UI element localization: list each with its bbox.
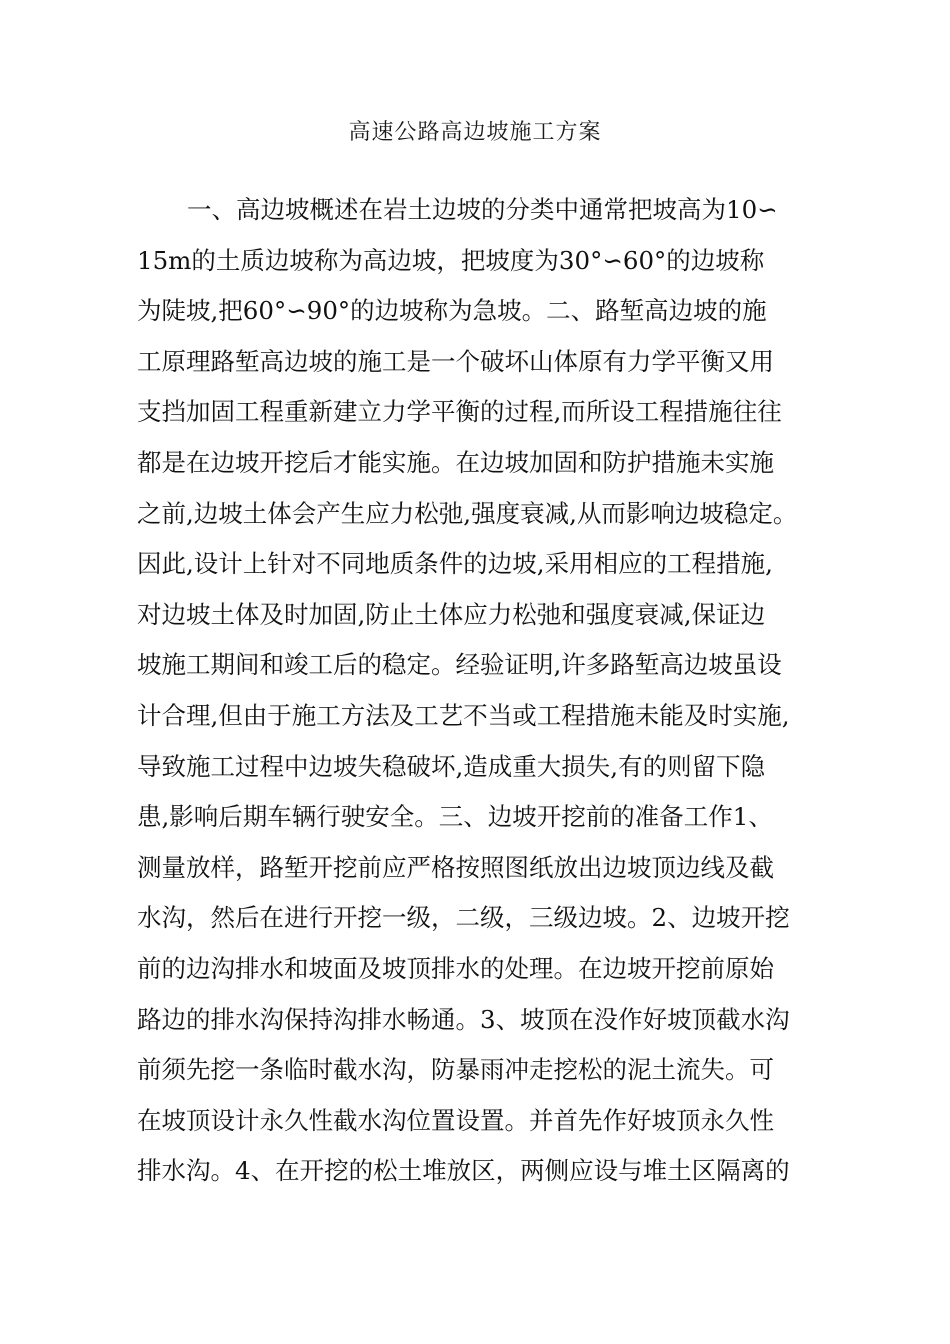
document-title: 高速公路高边坡施工方案 <box>348 120 602 145</box>
body-line-8: 因此,设计上针对不同地质条件的边坡,采用相应的工程措施, <box>137 549 773 579</box>
body-line-1: 一、高边坡概述在岩土边坡的分类中通常把坡高为10∽ <box>187 195 778 224</box>
body-line-20: 排水沟。4、在开挖的松土堆放区，两侧应设与堆土区隔离的 <box>137 1156 790 1186</box>
body-line-19: 在坡顶设计永久性截水沟位置设置。并首先作好坡顶永久性 <box>137 1105 774 1135</box>
body-line-13: 患,影响后期车辆行驶安全。三、边坡开挖前的准备工作1、 <box>137 802 773 832</box>
body-line-7: 之前,边坡土体会产生应力松弛,强度衰减,从而影响边坡稳定。 <box>137 498 798 528</box>
document-body <box>137 185 837 1197</box>
body-line-2: 15m的土质边坡称为高边坡，把坡度为30°∽60°的边坡称 <box>137 245 765 275</box>
body-line-9: 对边坡土体及时加固,防止土体应力松弛和强度衰减,保证边 <box>137 599 766 629</box>
body-line-10: 坡施工期间和竣工后的稳定。经验证明,许多路堑高边坡虽设 <box>137 650 782 680</box>
body-line-14: 测量放样，路堑开挖前应严格按照图纸放出边坡顶边线及截 <box>137 852 774 882</box>
body-line-16: 前的边沟排水和坡面及坡顶排水的处理。在边坡开挖前原始 <box>137 953 774 983</box>
body-line-15: 水沟，然后在进行开挖一级，二级，三级边坡。2、边坡开挖 <box>137 903 790 933</box>
body-line-12: 导致施工过程中边坡失稳破坏,造成重大损失,有的则留下隐 <box>137 751 766 781</box>
body-line-3: 为陡坡,把60°∽90°的边坡称为急坡。二、路堑高边坡的施 <box>137 296 767 326</box>
body-line-4: 工原理路堑高边坡的施工是一个破坏山体原有力学平衡又用 <box>137 346 774 376</box>
body-line-6: 都是在边坡开挖后才能实施。在边坡加固和防护措施未实施 <box>137 447 774 477</box>
body-line-5: 支挡加固工程重新建立力学平衡的过程,而所设工程措施往往 <box>137 397 782 427</box>
body-line-18: 前须先挖一条临时截水沟，防暴雨冲走挖松的泥土流失。可 <box>137 1055 774 1085</box>
body-line-17: 路边的排水沟保持沟排水畅通。3、坡顶在没作好坡顶截水沟 <box>137 1004 790 1034</box>
body-line-11: 计合理,但由于施工方法及工艺不当或工程措施未能及时实施, <box>137 700 790 730</box>
